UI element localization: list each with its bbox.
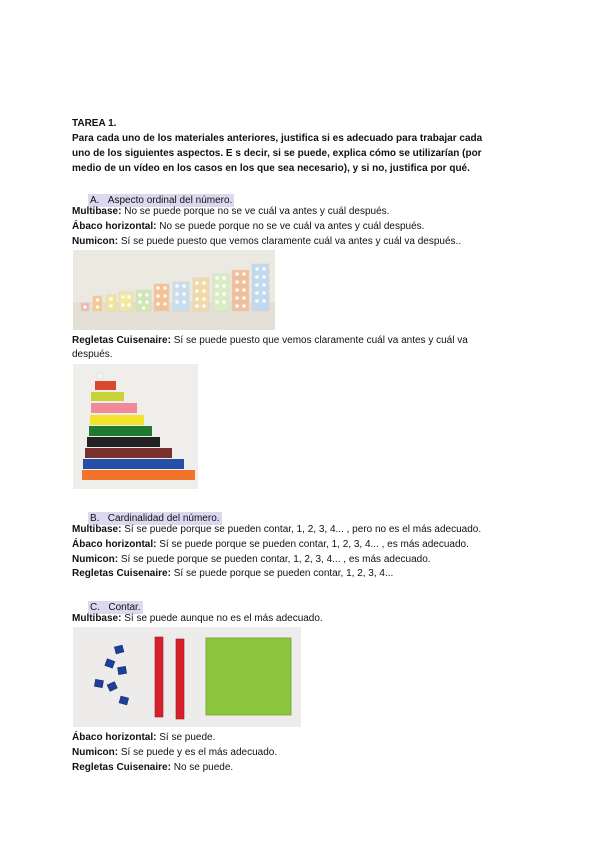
item-label: Multibase: (72, 613, 122, 624)
section-c-title: Contar. (108, 602, 141, 613)
item-text: Sí se puede puesto que vemos claramente cuál va antes y cuál va (170, 335, 468, 346)
section-a-marker: A. (90, 195, 100, 206)
item-text: Sí se puede. (156, 732, 216, 743)
item-label: Numicon: (72, 554, 119, 565)
item-text: No se puede. (170, 762, 234, 773)
item-text: Sí se puede puesto que vemos claramente cuál va antes y cuál va después.. (118, 236, 462, 247)
task-title: TAREA 1. (72, 118, 117, 129)
section-b-item-numicon (72, 553, 431, 567)
section-a-item-multibase (72, 205, 389, 219)
section-b-item-multibase (72, 523, 481, 537)
item-label: Numicon: (72, 747, 119, 758)
task-intro-line-1: Para cada uno de los materiales anteriores, justifica si es adecuado para trabajar cada (72, 133, 483, 144)
section-b-title: Cardinalidad del número. (107, 513, 220, 524)
item-label: Numicon: (72, 236, 119, 247)
item-text: Sí se puede porque se pueden contar, 1, 2, 3, 4... , es más adecuado. (156, 539, 469, 550)
item-label: Regletas Cuisenaire: (72, 762, 171, 773)
section-c-item-multibase (72, 612, 323, 626)
numicon-photo (73, 250, 275, 330)
item-text: Sí se puede y es el más adecuado. (118, 747, 278, 758)
item-text: No se puede porque no se ve cuál va antes y cuál después. (156, 221, 425, 232)
section-c-item-cuisenaire (72, 761, 233, 775)
item-label: Ábaco horizontal: (72, 539, 157, 550)
item-label: Regletas Cuisenaire: (72, 335, 171, 346)
multibase-photo (73, 627, 301, 727)
item-label: Ábaco horizontal: (72, 221, 157, 232)
item-label: Ábaco horizontal: (72, 732, 157, 743)
item-label: Regletas Cuisenaire: (72, 568, 171, 579)
section-c-marker: C. (90, 602, 100, 613)
section-b-item-cuisenaire (72, 567, 393, 581)
section-a-item-numicon (72, 235, 461, 249)
item-label: Multibase: (72, 524, 122, 535)
item-text: Sí se puede porque se pueden contar, 1, 2, 3, 4... (170, 568, 394, 579)
task-intro-line-3: medio de un vídeo en los casos en los que sea necesario), y si no, justifica por qué. (72, 163, 470, 174)
item-label: Multibase: (72, 206, 122, 217)
section-a-item-abaco (72, 220, 424, 234)
item-text: No se puede porque no se ve cuál va antes y cuál después. (121, 206, 390, 217)
cuisenaire-photo (73, 364, 198, 489)
section-b-item-abaco (72, 538, 469, 552)
section-a-item-cuisenaire (72, 334, 468, 348)
task-intro-line-2: uno de los siguientes aspectos. E s decir, si se puede, explica cómo se utilizarían (por (72, 148, 482, 159)
section-a-item-cuisenaire-cont: después. (72, 349, 113, 360)
section-c-item-numicon (72, 746, 277, 760)
item-text: Sí se puede porque se pueden contar, 1, 2, 3, 4... , pero no es el más adecuado. (121, 524, 482, 535)
section-b-marker: B. (90, 513, 100, 524)
section-a-title: Aspecto ordinal del número. (107, 195, 233, 206)
section-c-item-abaco (72, 731, 215, 745)
item-text: Sí se puede porque se pueden contar, 1, 2, 3, 4... , es más adecuado. (118, 554, 431, 565)
item-text: Sí se puede aunque no es el más adecuado. (121, 613, 323, 624)
